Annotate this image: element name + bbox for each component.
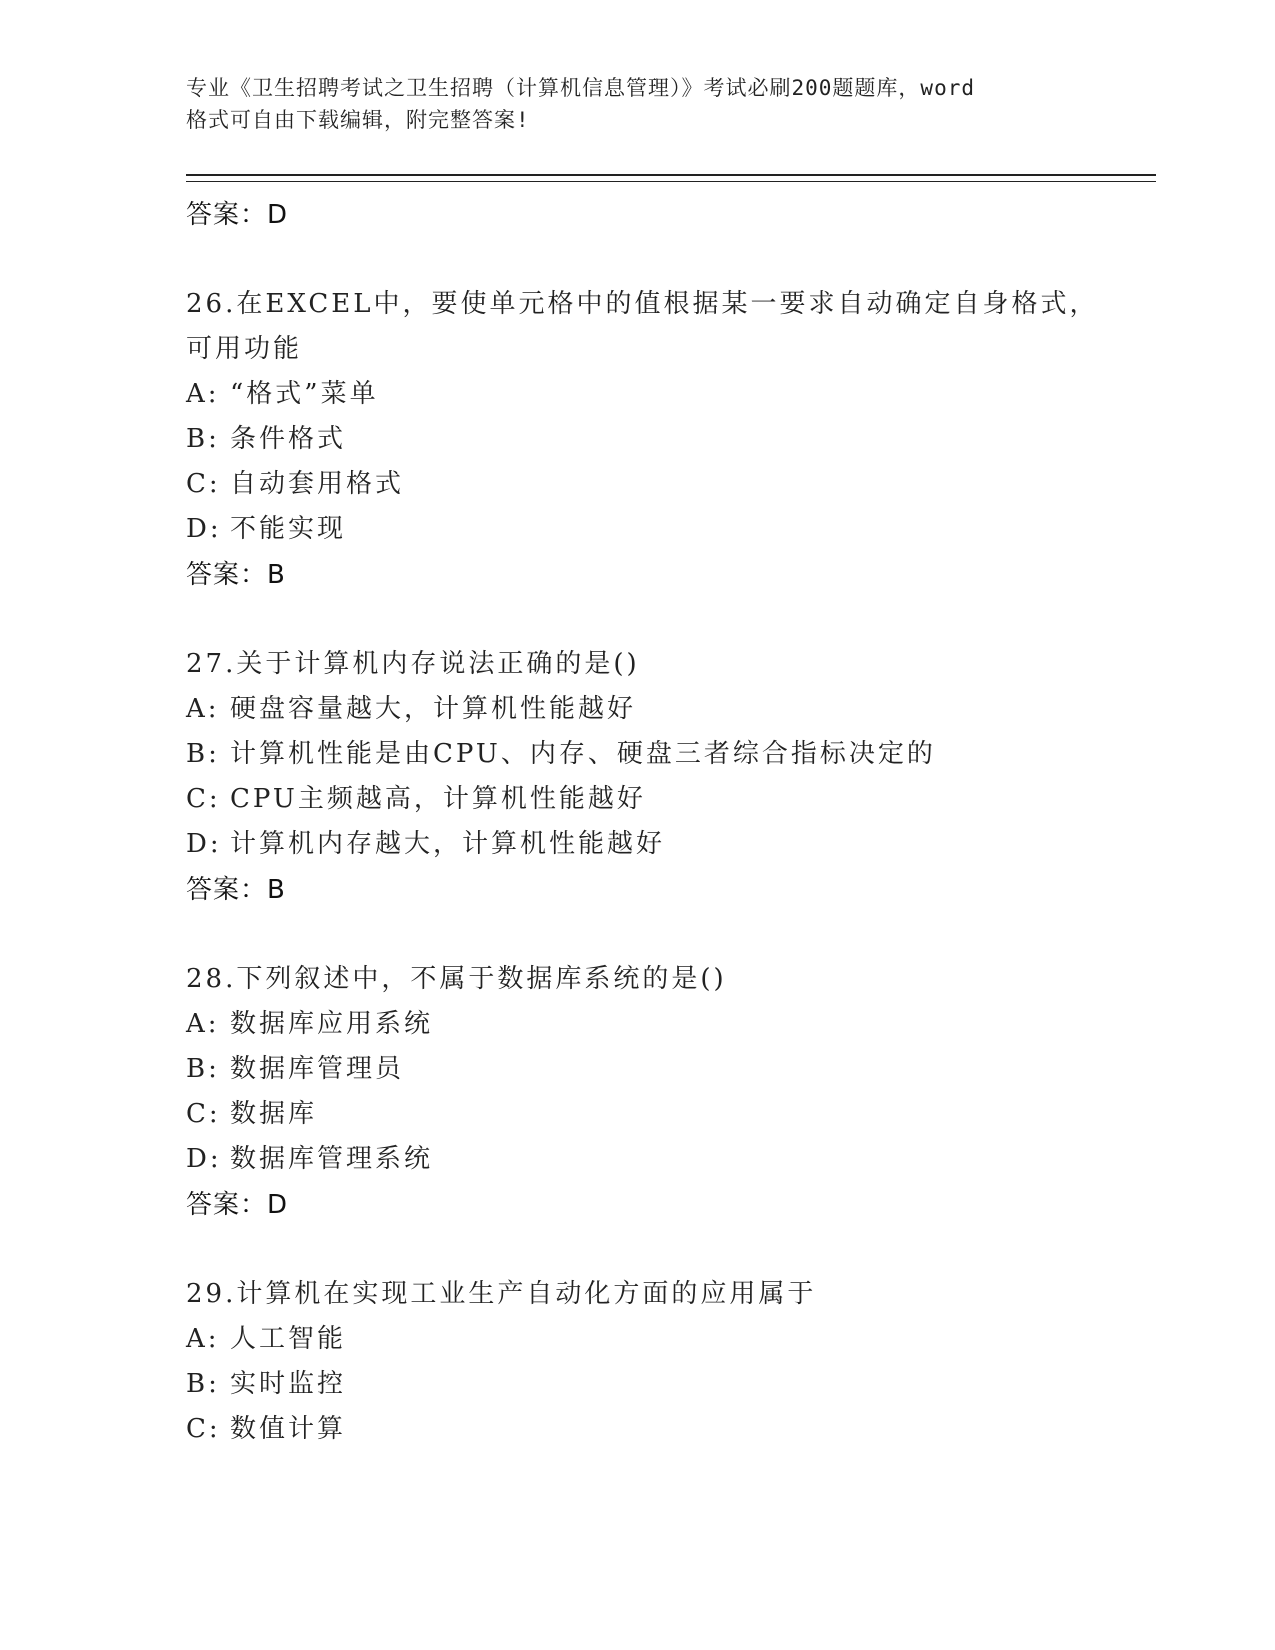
question-29 xyxy=(186,1272,1156,1452)
question-26 xyxy=(186,282,1156,598)
header-line: 格式可自由下载编辑，附完整答案! xyxy=(186,108,530,132)
question-text: 26.在EXCEL中，要使单元格中的值根据某一要求自动确定自身格式， xyxy=(186,289,1099,319)
option-text: 条件格式 xyxy=(230,424,347,454)
question-text: 28.下列叙述中，不属于数据库系统的是() xyxy=(186,964,727,994)
answer-line: 答案：D xyxy=(186,200,289,230)
option-text: 计算机性能是由CPU、内存、硬盘三者综合指标决定的 xyxy=(230,739,936,769)
question-28 xyxy=(186,957,1156,1228)
option-letter: C: xyxy=(186,1414,221,1444)
option-letter: C: xyxy=(186,469,221,499)
option-text: 数据库管理系统 xyxy=(230,1144,434,1174)
option-a xyxy=(186,687,1156,732)
option-text: 硬盘容量越大，计算机性能越好 xyxy=(230,694,637,724)
option-text: 计算机内存越大，计算机性能越好 xyxy=(230,829,666,859)
option-text: CPU主频越高，计算机性能越好 xyxy=(230,784,646,814)
option-c xyxy=(186,1407,1156,1452)
option-letter: D: xyxy=(186,514,222,544)
option-d xyxy=(186,1137,1156,1182)
answer-line: 答案：D xyxy=(186,1190,289,1220)
option-a xyxy=(186,372,1156,417)
question-text: 29.计算机在实现工业生产自动化方面的应用属于 xyxy=(186,1279,817,1309)
option-text: 数据库管理员 xyxy=(230,1054,405,1084)
option-text: 实时监控 xyxy=(230,1369,347,1399)
option-letter: D: xyxy=(186,1144,222,1174)
question-text: 27.关于计算机内存说法正确的是() xyxy=(186,649,640,679)
option-letter: B: xyxy=(186,1054,220,1084)
document-page xyxy=(186,72,1156,1452)
question-text: 可用功能 xyxy=(186,334,303,364)
header-line: 专业《卫生招聘考试之卫生招聘（计算机信息管理）》考试必刷200题题库，word xyxy=(186,76,975,100)
answer-line: 答案：B xyxy=(186,875,286,905)
option-text: 数据库 xyxy=(230,1099,318,1129)
option-letter: C: xyxy=(186,784,221,814)
option-letter: A: xyxy=(186,379,220,409)
option-b xyxy=(186,732,1156,777)
option-text: 数值计算 xyxy=(230,1414,347,1444)
option-b xyxy=(186,1047,1156,1092)
option-letter: B: xyxy=(186,1369,220,1399)
option-text: 人工智能 xyxy=(230,1324,347,1354)
option-b xyxy=(186,1362,1156,1407)
option-a xyxy=(186,1317,1156,1362)
option-letter: A: xyxy=(186,694,220,724)
option-text: 不能实现 xyxy=(230,514,347,544)
option-b xyxy=(186,417,1156,462)
option-letter: A: xyxy=(186,1009,220,1039)
option-c xyxy=(186,462,1156,507)
option-a xyxy=(186,1002,1156,1047)
option-letter: D: xyxy=(186,829,222,859)
answer-line: 答案：B xyxy=(186,560,286,590)
header-divider xyxy=(186,174,1156,182)
option-c xyxy=(186,1092,1156,1137)
option-text: 数据库应用系统 xyxy=(230,1009,434,1039)
option-letter: B: xyxy=(186,424,220,454)
option-d xyxy=(186,822,1156,867)
option-letter: A: xyxy=(186,1324,220,1354)
question-27 xyxy=(186,642,1156,913)
option-text: 自动套用格式 xyxy=(230,469,405,499)
option-c xyxy=(186,777,1156,822)
option-letter: C: xyxy=(186,1099,221,1129)
option-d xyxy=(186,507,1156,552)
option-text: “格式”菜单 xyxy=(230,379,379,409)
document-header xyxy=(186,72,1156,136)
option-letter: B: xyxy=(186,739,220,769)
